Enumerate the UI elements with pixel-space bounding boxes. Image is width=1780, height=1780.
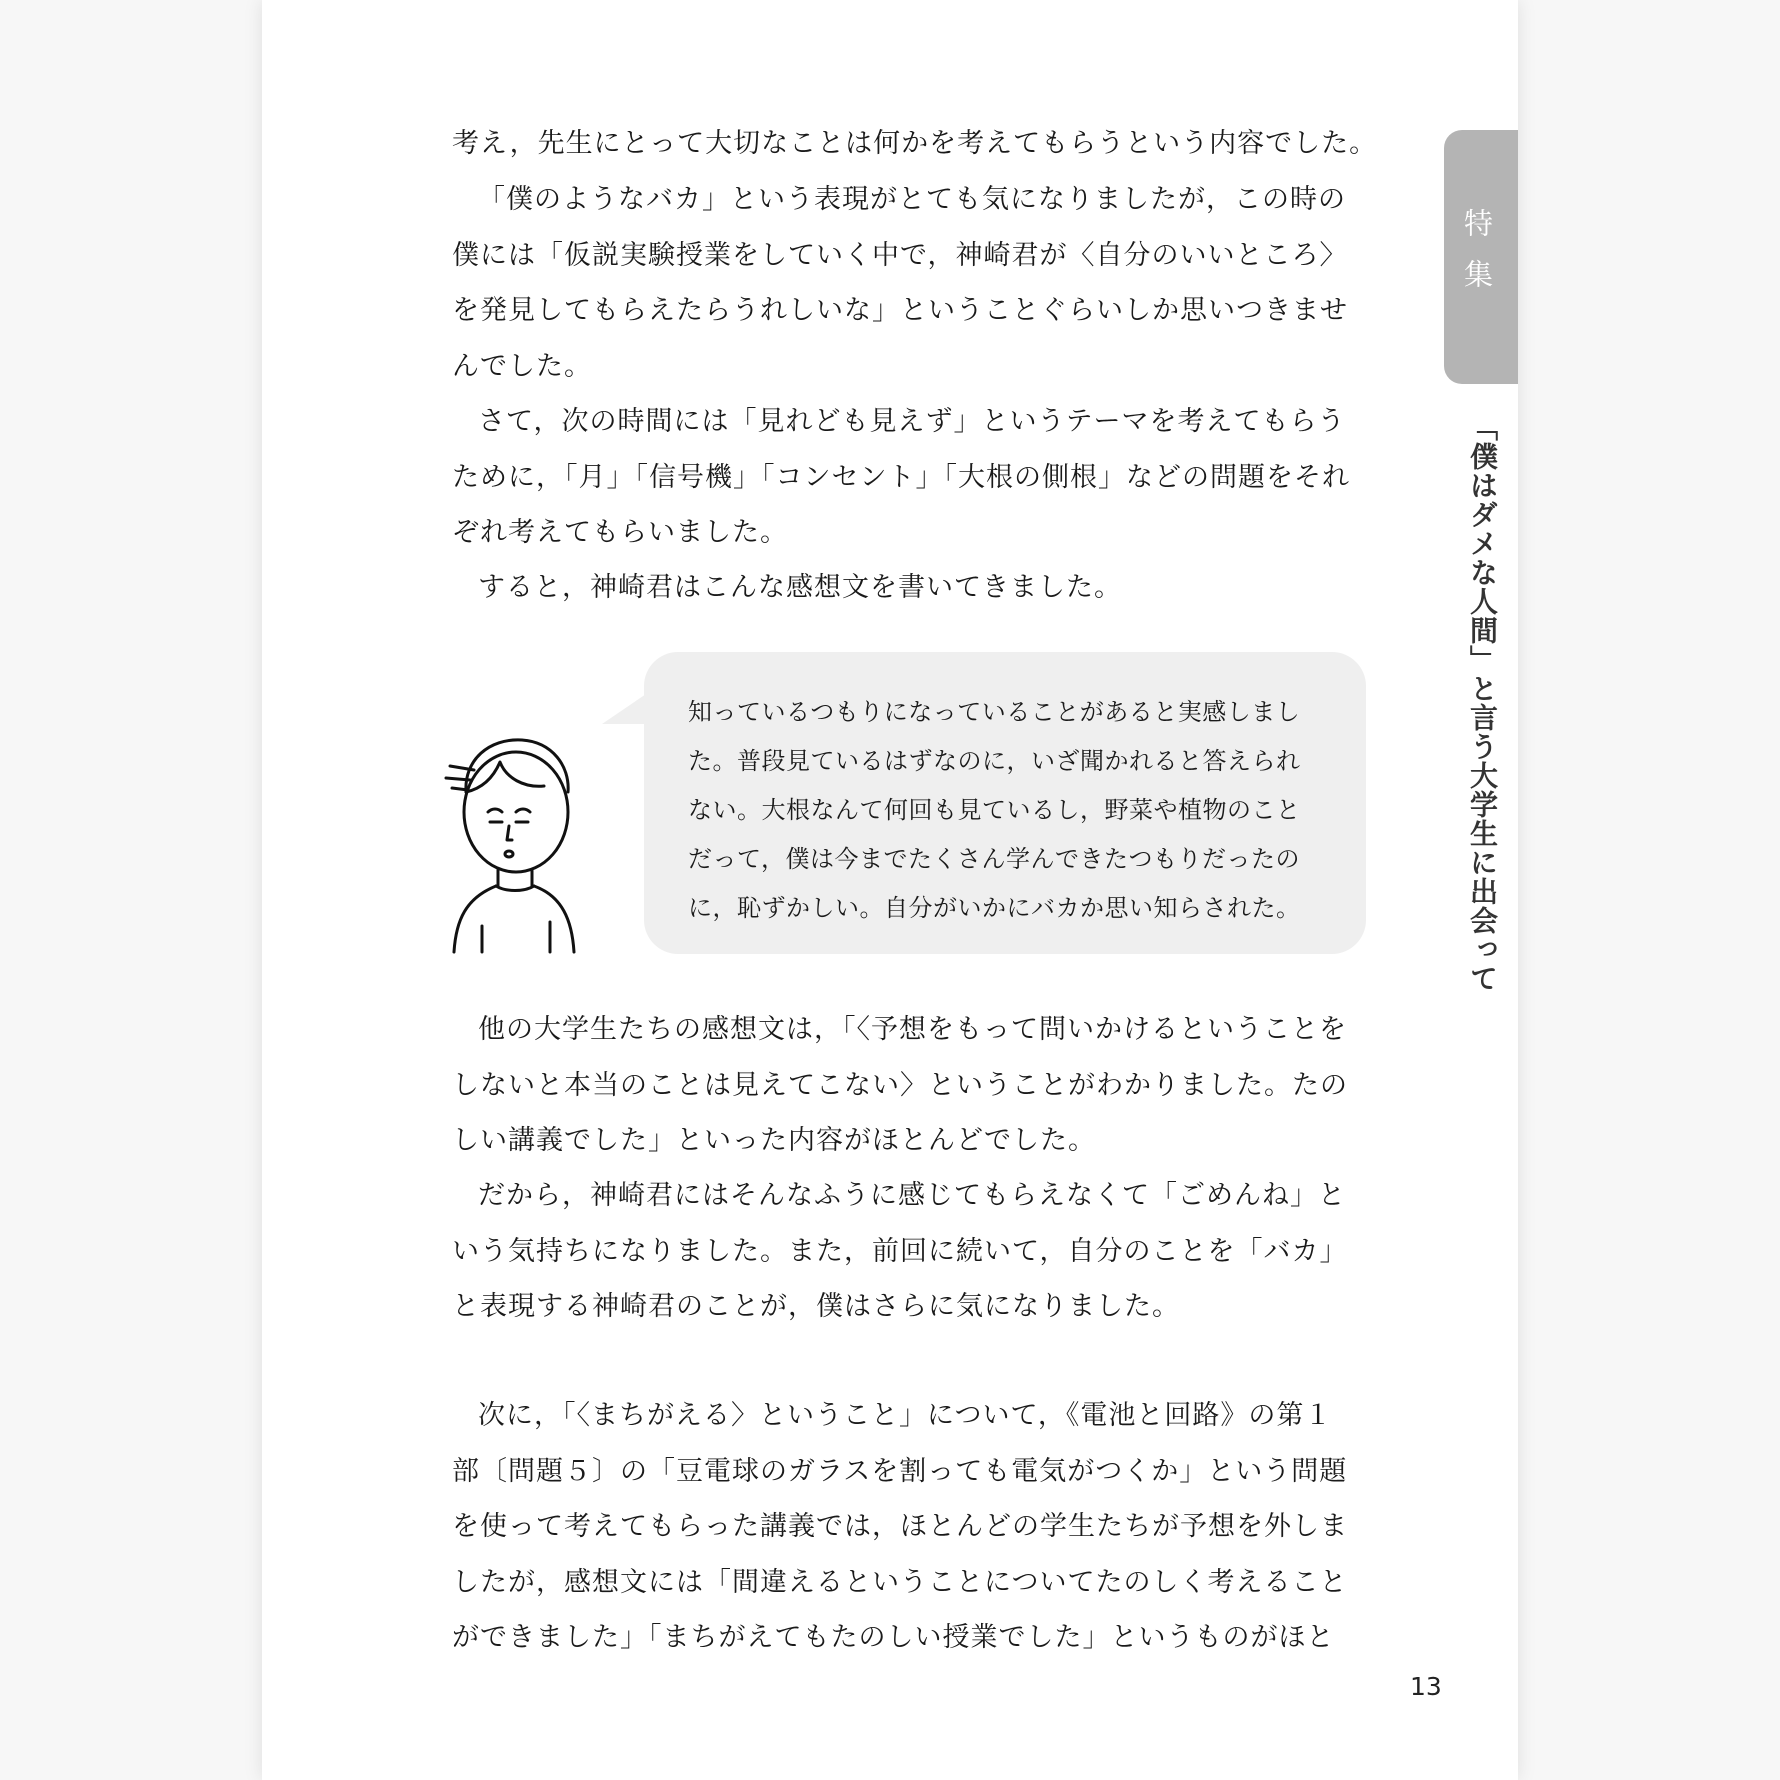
text-line: ができました」「まちがえてもたのしい授業でした」というものがほと	[452, 1622, 1335, 1653]
text-line: したが，感想文には「間違えるということについてたのしく考えること	[452, 1566, 1348, 1598]
bubble-line: に，恥ずかしい。自分がいかにバカか思い知らされた。	[688, 894, 1301, 922]
paragraph-2	[452, 172, 1382, 394]
text-line: ために，「月」「信号機」「コンセント」「大根の側根」などの問題をそれ	[452, 461, 1350, 493]
section-tab	[1444, 130, 1518, 384]
text-line: さて，次の時間には「見れども見えず」というテーマを考えてもらう	[478, 406, 1346, 437]
bubble-line: だって，僕は今までたくさん学んできたつもりだったの	[688, 845, 1301, 873]
student-illustration	[444, 730, 584, 955]
chapter-title-vertical: 「僕はダメな人間」と言う大学生に出会って	[1466, 413, 1499, 993]
text-line: 次に，「〈まちがえる〉ということ」について，《電池と回路》の第１	[478, 1400, 1333, 1431]
speech-bubble	[644, 652, 1366, 954]
paragraph-1	[452, 116, 1382, 172]
text-line: ぞれ考えてもらいました。	[452, 517, 788, 548]
text-line: 「僕のようなバカ」という表現がとても気になりましたが，この時の	[478, 184, 1346, 215]
book-page	[262, 0, 1518, 1780]
paragraph-5	[452, 1002, 1382, 1169]
text-line: 僕には「仮説実験授業をしていく中で，神崎君が〈自分のいいところ〉	[452, 239, 1348, 271]
text-line: と表現する神崎君のことが，僕はさらに気になりました。	[452, 1291, 1180, 1322]
text-line: 他の大学生たちの感想文は，「〈予想をもって問いかけるということを	[478, 1014, 1347, 1045]
bubble-line: ない。大根なんて何回も見ているし，野菜や植物のこと	[688, 796, 1301, 824]
text-line: を発見してもらえたらうれしいな」ということぐらいしか思いつきませ	[452, 295, 1348, 326]
text-line: しないと本当のことは見えてこない〉ということがわかりました。たの	[452, 1069, 1348, 1101]
paragraph-3	[452, 394, 1382, 561]
text-line: 考え，先生にとって大切なことは何かを考えてもらうという内容でした。	[452, 128, 1378, 159]
bubble-line: た。普段見ているはずなのに，いざ聞かれると答えられ	[688, 747, 1301, 775]
bubble-line: 知っているつもりになっていることがあると実感しまし	[688, 698, 1301, 726]
text-line: 部〔問題５〕の「豆電球のガラスを割っても電気がつくか」という問題	[452, 1455, 1348, 1487]
paragraph-7	[452, 1388, 1382, 1666]
text-line: すると，神崎君はこんな感想文を書いてきました。	[478, 572, 1122, 603]
text-line: んでした。	[452, 350, 592, 382]
text-line: を使って考えてもらった講義では，ほとんどの学生たちが予想を外しま	[452, 1511, 1348, 1542]
page-number: 13	[1410, 1672, 1442, 1701]
speech-bubble-text	[688, 688, 1348, 933]
section-tab-label: 特集	[1460, 208, 1494, 310]
text-line: しい講義でした」といった内容がほとんどでした。	[452, 1125, 1096, 1156]
paragraph-4	[452, 560, 1382, 616]
text-line: だから，神崎君にはそんなふうに感じてもらえなくて「ごめんね」と	[478, 1180, 1346, 1211]
text-line: いう気持ちになりました。また，前回に続いて，自分のことを「バカ」	[452, 1235, 1348, 1267]
paragraph-6	[452, 1168, 1382, 1335]
